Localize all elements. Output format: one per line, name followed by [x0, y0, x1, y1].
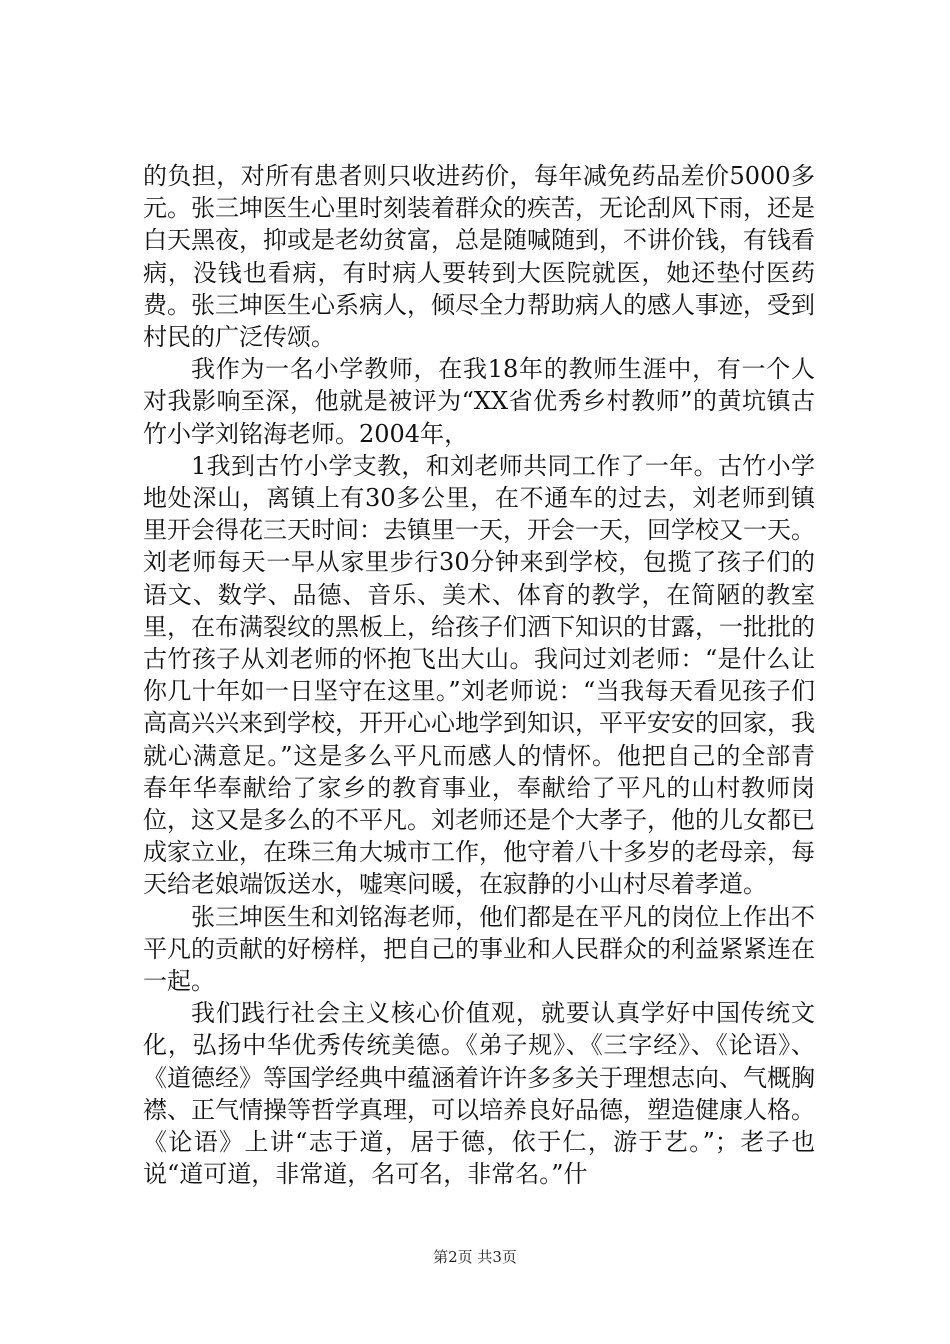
paragraph-4: 张三坤医生和刘铭海老师，他们都是在平凡的岗位上作出不平凡的贡献的好榜样，把自己的事业和人民群众的利益紧紧连在一起。	[143, 902, 815, 996]
paragraph-1: 的负担，对所有患者则只收进药价，每年减免药品差价5000多元。张三坤医生心里时刻装着群众的疾苦，无论刮风下雨，还是白天黑夜，抑或是老幼贫富，总是随喊随到，不讲价钱，有钱看病，没钱也看病，有时病人要转到大医院就医，她还垫付医药费。张三坤医生心系病人，倾尽全力帮助病人的感人事迹，受到村民的广泛传颂。	[143, 162, 815, 352]
document-body	[143, 160, 815, 1191]
paragraph-3: 1我到古竹小学支教，和刘老师共同工作了一年。古竹小学地处深山，离镇上有30多公里，在不通车的过去，刘老师到镇里开会得花三天时间：去镇里一天，开会一天，回学校又一天。刘老师每天一早从家里步行30分钟来到学校，包揽了孩子们的语文、数学、品德、音乐、美术、体育的教学，在简陋的教室里，在布满裂纹的黑板上，给孩子们洒下知识的甘露，一批批的古竹孩子从刘老师的怀抱飞出大山。我问过刘老师：“是什么让你几十年如一日坚守在这里。”刘老师说：“当我每天看见孩子们高高兴兴来到学校，开开心心地学到知识，平平安安的回家，我就心满意足。”这是多么平凡而感人的情怀。他把自己的全部青春年华奉献给了家乡的教育事业，奉献给了平凡的山村教师岗位，这又是多么的不平凡。刘老师还是个大孝子，他的儿女都已成家立业，在珠三角大城市工作，他守着八十多岁的老母亲，每天给老娘端饭送水，嘘寒问暖，在寂静的小山村尽着孝道。	[143, 451, 815, 899]
paragraph-2: 我作为一名小学教师，在我18年的教师生涯中，有一个人对我影响至深，他就是被评为“XX省优秀乡村教师”的黄坑镇古竹小学刘铭海老师。2004年，	[143, 355, 815, 448]
paragraph-5: 我们践行社会主义核心价值观，就要认真学好中国传统文化，弘扬中华优秀传统美德。《弟子规》、《三字经》、《论语》、《道德经》等国学经典中蕴涵着许许多多关于理想志向、气概胸襟、正气情操等哲学真理，可以培养良好品德，塑造健康人格。《论语》上讲“志于道，居于德，依于仁，游于艺。”；老子也说“道可道，非常道，名可名，非常名。”什	[143, 999, 815, 1189]
page-footer: 第2页 共3页	[433, 1248, 517, 1266]
